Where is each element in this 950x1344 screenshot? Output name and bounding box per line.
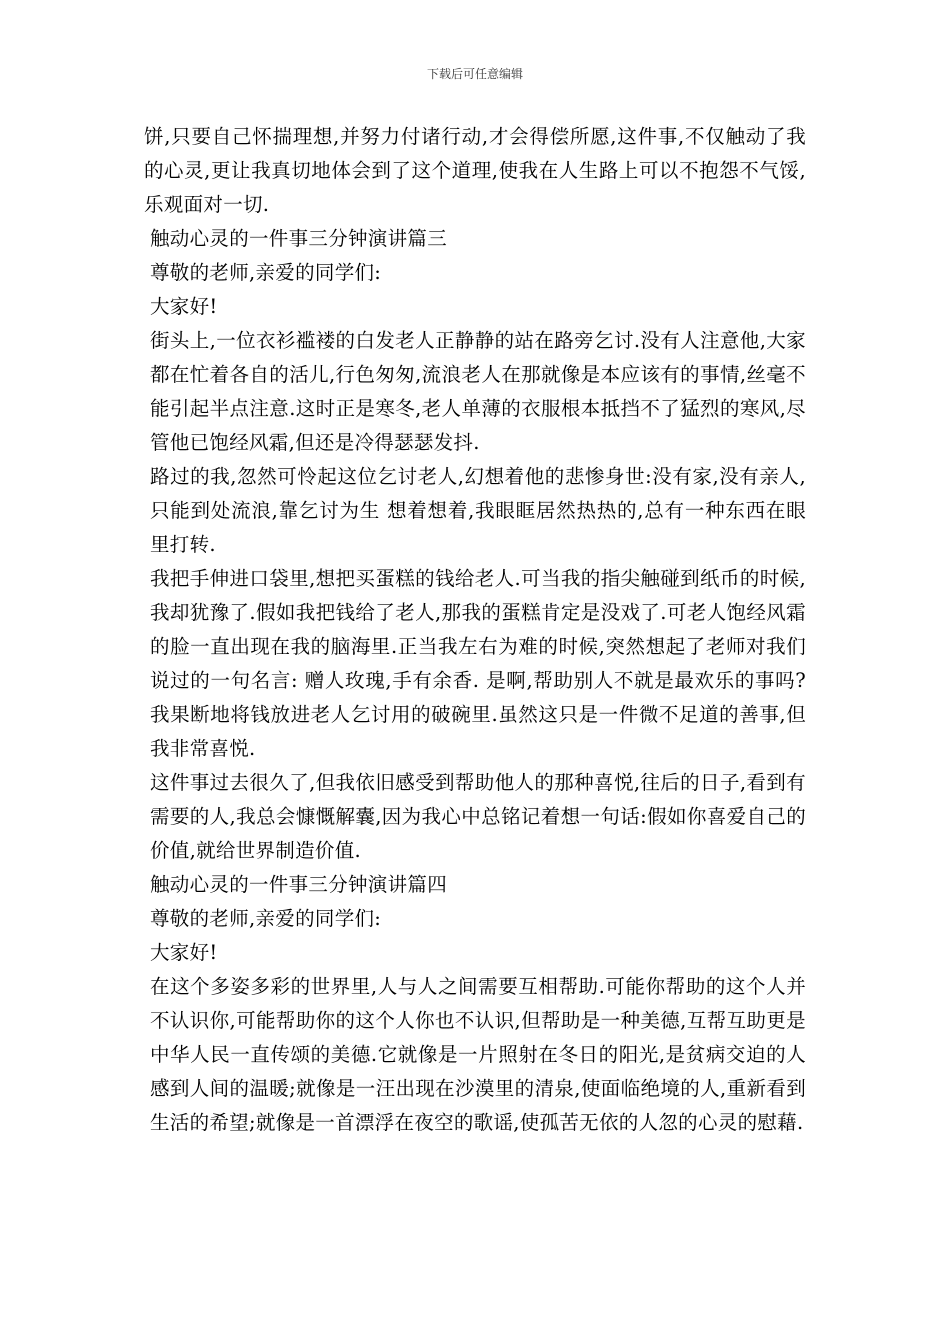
salutation: 尊敬的老师,亲爱的同学们:	[150, 907, 382, 930]
paragraph: 在这个多姿多彩的世界里,人与人之间需要互相帮助.可能你帮助的这个人并不认识你,可能帮助你的这个人你也不认识,但帮助是一种美德,互帮互助更是中华人民一直传颂的美德.它就像是一片照射在冬日的阳光,是贫病交迫的人感到人间的温暖;就像是一汪出现在沙漠里的清泉,使面临绝境的人,重新看到生活的希望;就像是一首漂浮在夜空的歌谣,使孤苦无依的人忽的心灵的慰藉.	[150, 975, 806, 1134]
paragraph: 路过的我,忽然可怜起这位乞讨老人,幻想着他的悲惨身世:没有家,没有亲人,只能到处流浪,靠乞讨为生 想着想着,我眼眶居然热热的,总有一种东西在眼里打转.	[150, 465, 806, 556]
paragraph: 这件事过去很久了,但我依旧感受到帮助他人的那种喜悦,往后的日子,看到有需要的人,我总会慷慨解囊,因为我心中总铭记着想一句话:假如你喜爱自己的价值,就给世界制造价值.	[150, 771, 806, 862]
paragraph: 我把手伸进口袋里,想把买蛋糕的钱给老人.可当我的指尖触碰到纸币的时候,我却犹豫了.假如我把钱给了老人,那我的蛋糕肯定是没戏了.可老人饱经风霜的脸一直出现在我的脑海里.正当我左右为难的时候,突然想起了老师对我们说过的一句名言: 赠人玫瑰,手有余香. 是啊,帮助别人不就是最欢乐的事吗?我果断地将钱放进老人乞讨用的破碗里.虽然这只是一件微不足道的善事,但我非常喜悦.	[150, 567, 806, 760]
document-body	[144, 120, 806, 1140]
section-heading-4: 触动心灵的一件事三分钟演讲篇四	[150, 873, 448, 896]
paragraph: 街头上,一位衣衫褴褛的白发老人正静静的站在路旁乞讨.没有人注意他,大家都在忙着各自的活儿,行色匆匆,流浪老人在那就像是本应该有的事情,丝毫不能引起半点注意.这时正是寒冬,老人单薄的衣服根本抵挡不了猛烈的寒风,尽管他已饱经风霜,但还是冷得瑟瑟发抖.	[150, 329, 806, 454]
paragraph-continuation: 饼,只要自己怀揣理想,并努力付诸行动,才会得偿所愿,这件事,不仅触动了我的心灵,更让我真切地体会到了这个道理,使我在人生路上可以不抱怨不气馁,乐观面对一切.	[144, 125, 806, 216]
section-heading-3: 触动心灵的一件事三分钟演讲篇三	[150, 227, 448, 250]
page-header: 下载后可任意编辑	[426, 67, 523, 81]
greeting: 大家好!	[150, 295, 218, 318]
greeting: 大家好!	[150, 941, 218, 964]
salutation: 尊敬的老师,亲爱的同学们:	[150, 261, 382, 284]
